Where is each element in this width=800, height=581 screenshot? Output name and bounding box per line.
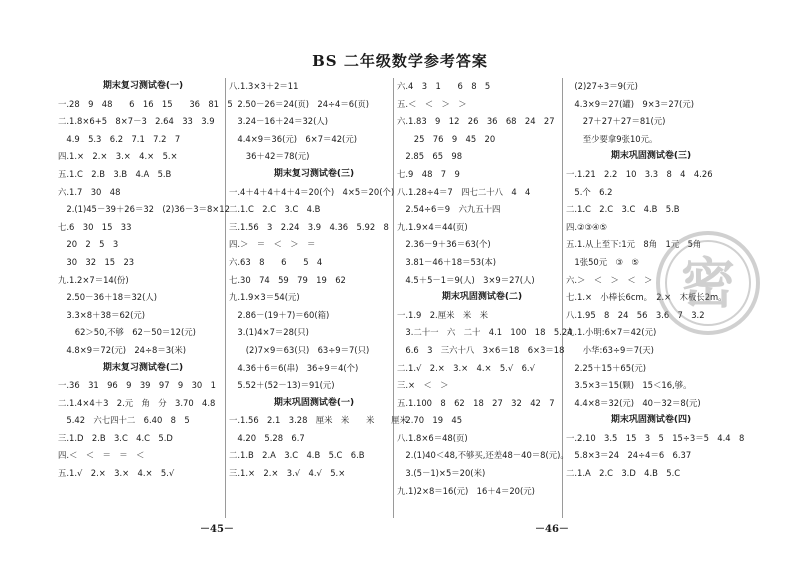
answer-line: 3.24－16＋24＝32(人) <box>229 116 329 127</box>
answer-line: 4.36＋6＝6(串) 36÷9＝4(个) <box>229 362 359 373</box>
answer-line: 4.3×9＝27(罐) 9×3＝27(元) <box>566 98 694 109</box>
answer-line: 一.4＋4＋4＋4＋4＝20(个) 4×5＝20(个) <box>229 186 395 197</box>
answer-line: 2.(1)45－39＋26＝32 (2)36－3＝8×12 <box>58 204 230 215</box>
answer-line: 2.86－(19＋7)＝60(箱) <box>229 309 330 320</box>
answer-line: 2.50－36＋18＝32(人) <box>58 292 158 303</box>
answer-line: 二.1.√ 2.× 3.× 4.× 5.√ 6.√ <box>397 362 535 373</box>
answer-line: 一.1.21 2.2 10 3.3 8 4 4.26 <box>566 168 713 179</box>
answer-line: 一.1.56 2.1 3.28 厘米 米 米 厘米 <box>229 415 408 426</box>
answer-line: 五.1.C 2.B 3.B 4.A 5.B <box>58 168 172 179</box>
answer-line: 九.1.9×3＝54(元) <box>229 292 300 303</box>
answer-line: 30 32 15 23 <box>58 256 135 267</box>
answer-line: 二.1.A 2.C 3.D 4.B 5.C <box>566 468 681 479</box>
answer-line: (2)7×9＝63(只) 63÷9＝7(只) <box>229 344 370 355</box>
answer-line: 三.1.× 2.× 3.√ 4.√ 5.× <box>229 468 346 479</box>
answer-line: 二.1.C 2.C 3.C 4.B <box>229 204 321 215</box>
answer-line: 62＞50,不够 62－50＝12(元) <box>58 327 196 338</box>
answer-line: 一.28 9 48 6 16 15 36 81 5 <box>58 98 233 109</box>
answer-line: 3.(1)4×7＝28(只) <box>229 327 309 338</box>
answer-line: 4.9 5.3 6.2 7.1 7.2 7 <box>58 133 181 144</box>
answer-line: 25 76 9 45 20 <box>397 133 496 144</box>
section-heading: 期末巩固测试卷(三) <box>610 151 692 162</box>
answer-line: 4.8×9＝72(元) 24÷8＝3(米) <box>58 344 186 355</box>
answer-line: 2.36－9＋36＝63(个) <box>397 239 491 250</box>
answer-line: 6.6 3 三六十八 3×6＝18 6×3＝18 <box>397 344 565 355</box>
answer-line: 小华:63÷9＝7(天) <box>566 344 654 355</box>
answer-line: 5.52＋(52－13)＝91(元) <box>229 380 335 391</box>
answer-line: 七.30 74 59 79 19 62 <box>229 274 346 285</box>
answer-line: 六.4 3 1 6 8 5 <box>397 81 491 91</box>
answer-line: 七.1.× 小棒长6cm。 2.× 木板长2m。 <box>566 292 727 303</box>
page-title: BS 二年级数学参考答案 <box>312 52 488 70</box>
answer-line: 3.二十一 六 二十 4.1 100 18 5.24 <box>397 327 573 338</box>
answer-line: 四.＜ ＜ ＝ ＝ ＜ <box>58 450 145 461</box>
answer-line: 二.1.C 2.C 3.C 4.B 5.B <box>566 204 680 215</box>
answer-line: 至少要拿9张10元。 <box>566 133 658 144</box>
answer-line: 七.6 30 15 33 <box>58 221 132 232</box>
answer-line: 20 2 5 3 <box>58 239 119 250</box>
answer-line: 九.1.2×7＝14(份) <box>58 274 129 285</box>
answer-line: 八.1.3×3＋2＝11 <box>229 81 299 91</box>
answer-line: 1张50元 ③ ⑤ <box>566 256 639 267</box>
answer-line: 36＋42＝78(元) <box>229 151 310 162</box>
answer-line: 3.81－46＋18＝53(本) <box>397 256 497 267</box>
answer-line: 九.1.小明:6×7＝42(元) <box>566 327 657 338</box>
answer-line: 六.1.7 30 48 <box>58 186 121 197</box>
answer-line: 4.20 5.28 6.7 <box>229 432 305 443</box>
answer-line: 三.1.56 3 2.24 3.9 4.36 5.92 8 <box>229 221 389 232</box>
answer-line: 2.85 65 98 <box>397 151 463 162</box>
answer-line: 2.(1)40＜48,不够买,还差48－40＝8(元)。 <box>397 450 569 461</box>
section-heading: 期末巩固测试卷(二) <box>441 292 523 303</box>
section-heading: 期末复习测试卷(二) <box>102 362 184 373</box>
answer-line: 3.(5－1)×5＝20(米) <box>397 468 486 479</box>
answer-line: 八.1.95 8 24 56 3.6 7 3.2 <box>566 309 705 320</box>
answer-line: 三.1.D 2.B 3.C 4.C 5.D <box>58 432 173 443</box>
answer-line: 4.4×8＝32(元) 40－32＝8(元) <box>566 397 701 408</box>
answer-line: 五.1.√ 2.× 3.× 4.× 5.√ <box>58 468 175 479</box>
answer-line: 五.1.100 8 62 18 27 32 42 7 <box>397 397 555 408</box>
secret-stamp-icon <box>655 230 761 336</box>
answer-line: 3.3×8＋38＝62(元) <box>58 309 146 320</box>
answer-line: 二.1.4×4＋3 2.元 角 分 3.70 4.8 <box>58 397 216 408</box>
answer-line: 四.＞ ＝ ＜ ＞ ＝ <box>229 239 316 250</box>
answer-line: 4.5＋5－1＝9(人) 3×9＝27(人) <box>397 274 535 285</box>
answer-line: 八.1.28÷4＝7 四七二十八 4 4 <box>397 186 531 197</box>
answer-line: 四.②③④⑤ <box>566 221 608 232</box>
answer-line: 一.2.10 3.5 15 3 5 15÷3＝5 4.4 8 <box>566 432 745 443</box>
section-heading: 期末巩固测试卷(四) <box>610 415 692 426</box>
answer-line: 三.× ＜ ＞ <box>397 380 449 391</box>
answer-line: 八.1.8×6＝48(页) <box>397 432 468 443</box>
answer-line: 5.个 6.2 <box>566 186 613 197</box>
answer-line: 5.42 六七四十二 6.40 8 5 <box>58 415 190 426</box>
answer-line: 九.1)2×8＝16(元) 16＋4＝20(元) <box>397 485 535 496</box>
answer-line: 五.1.从上至下:1元 8角 1元 5角 <box>566 239 702 250</box>
answer-line: 5.8×3＝24 24÷4＝6 6.37 <box>566 450 692 461</box>
answer-line: 七.9 48 7 9 <box>397 168 460 179</box>
answer-line: 3.5×3＝15(颗) 15＜16,够。 <box>566 380 692 391</box>
answer-line: 四.1.× 2.× 3.× 4.× 5.× <box>58 151 178 162</box>
answer-line: 27＋27＋27＝81(元) <box>566 116 666 127</box>
answer-line: 六.63 8 6 5 4 <box>229 256 323 267</box>
answer-line: 2.25＋15＋65(元) <box>566 362 646 373</box>
answer-line: 六.＞ ＜ ＞ ＜ ＞ <box>566 274 653 285</box>
answer-line: 九.1.9×4＝44(页) <box>397 221 468 232</box>
page-number-right: －46－ <box>535 524 569 535</box>
answer-line: 一.36 31 96 9 39 97 9 30 1 <box>58 380 216 391</box>
answer-line: 六.1.83 9 12 26 36 68 24 27 <box>397 116 555 127</box>
answer-column-3 <box>397 78 587 500</box>
answer-line: 二.1.8×6+5 8×7－3 2.64 33 3.9 <box>58 116 215 127</box>
stamp-char: 密 <box>681 252 735 315</box>
answer-line: 一.1.9 2.厘米 米 米 <box>397 309 488 320</box>
answer-column-1 <box>58 78 248 483</box>
answer-line: 2.54÷6＝9 六九五十四 <box>397 204 501 215</box>
section-heading: 期末复习测试卷(一) <box>102 81 184 91</box>
answer-line: 4.4×9＝36(元) 6×7＝42(元) <box>229 133 357 144</box>
answer-line: 2.50－26＝24(页) 24÷4＝6(页) <box>229 98 369 109</box>
answer-line: 2.70 19 45 <box>397 415 463 426</box>
section-heading: 期末复习测试卷(三) <box>273 168 355 179</box>
answer-line: 二.1.B 2.A 3.C 4.B 5.C 6.B <box>229 450 365 461</box>
answer-line: (2)27÷3＝9(元) <box>566 81 638 91</box>
section-heading: 期末巩固测试卷(一) <box>273 397 355 408</box>
answer-column-2 <box>229 78 419 483</box>
page-number-left: －45－ <box>200 524 234 535</box>
answer-line: 五.＜ ＜ ＞ ＞ <box>397 98 467 109</box>
